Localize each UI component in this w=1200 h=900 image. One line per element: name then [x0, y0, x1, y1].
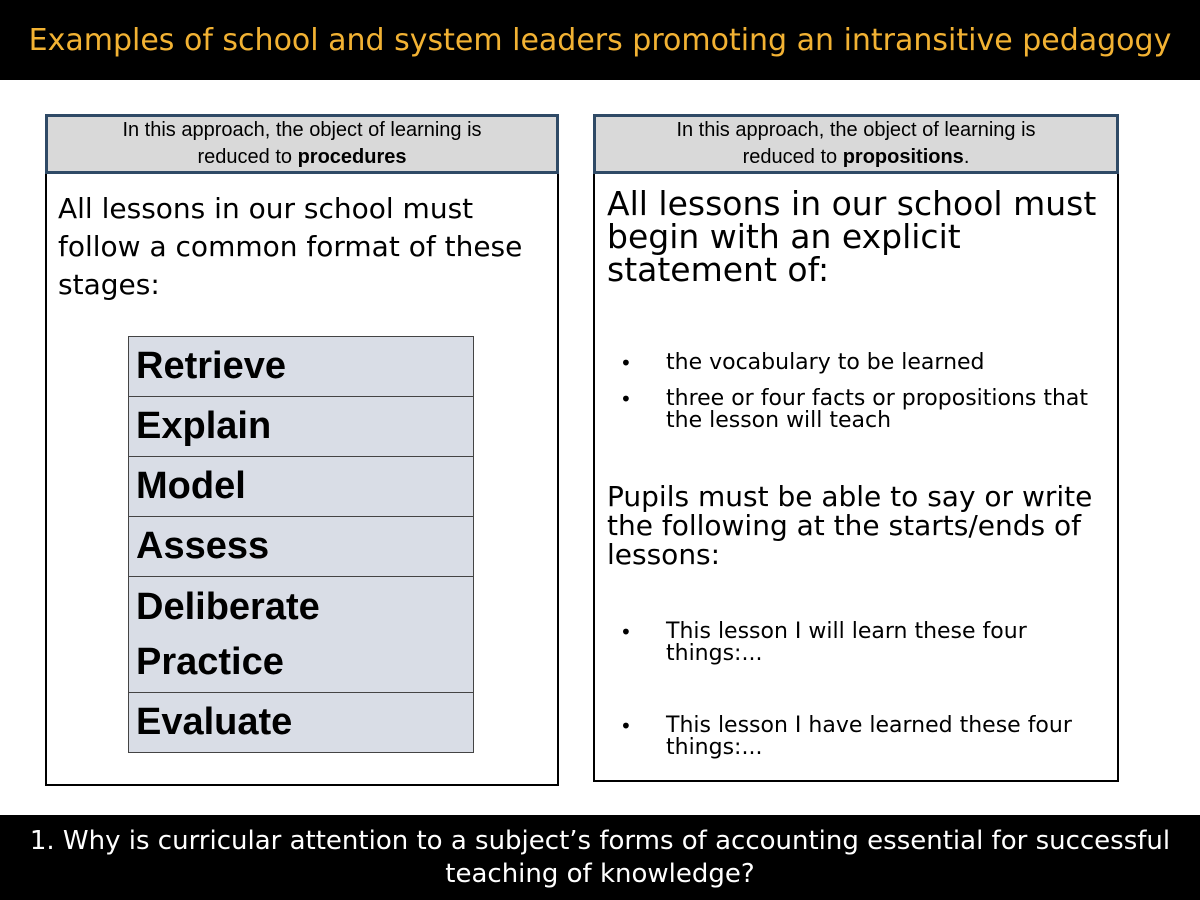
- footer-line1: 1. Why is curricular attention to a subject’s forms of accounting essential for successful: [29, 825, 1171, 856]
- bullet-dot: •: [620, 620, 632, 644]
- right-para2-line2: the following at the starts/ends of: [607, 509, 1081, 542]
- right-para1-line1: All lessons in our school must: [607, 184, 1097, 223]
- bullet-text: [666, 388, 1100, 432]
- stage-label: Practice: [136, 640, 284, 683]
- stage-model: [129, 457, 473, 517]
- slide-title: Examples of school and system leaders promoting an intransitive pedagogy: [28, 22, 1172, 58]
- bullet-line: three or four facts or propositions that: [666, 386, 1089, 411]
- stage-label: Retrieve: [136, 345, 286, 387]
- bullet-line: things:...: [666, 641, 763, 666]
- right-header-prefix: reduced to: [742, 146, 843, 168]
- stage-label: Model: [136, 465, 246, 507]
- bullet-item: [620, 621, 1100, 665]
- left-intro-line2: follow a common format of these: [58, 230, 523, 263]
- bullet-item: [620, 352, 1100, 374]
- right-para1-line2: begin with an explicit: [607, 217, 961, 256]
- stages-table: [128, 336, 474, 753]
- right-header: [593, 114, 1119, 174]
- right-para1: [607, 184, 1107, 289]
- left-header-prefix: reduced to: [197, 146, 298, 168]
- bullet-dot: •: [620, 351, 632, 375]
- left-header-bold: procedures: [297, 146, 407, 168]
- bullet-text: [666, 621, 1100, 665]
- stage-label: Explain: [136, 405, 272, 447]
- right-header-line2: [596, 144, 1116, 171]
- right-header-line1: In this approach, the object of learning is: [676, 119, 1036, 141]
- bullet-dot: •: [620, 387, 632, 411]
- bullet-line: things:...: [666, 735, 763, 760]
- bullet-line: This lesson I have learned these four: [666, 713, 1072, 738]
- footer-line2: teaching of knowledge?: [445, 858, 755, 889]
- bullet-line: This lesson I will learn these four: [666, 619, 1027, 644]
- bullet-item: [620, 388, 1100, 432]
- right-header-bold: propositions: [842, 146, 964, 168]
- bullet-dot: •: [620, 714, 632, 738]
- stage-label: Deliberate: [136, 585, 320, 628]
- right-header-suffix: .: [963, 146, 970, 168]
- stage-assess: [129, 517, 473, 577]
- right-para2-line3: lessons:: [607, 538, 721, 571]
- left-intro-line1: All lessons in our school must: [58, 192, 474, 225]
- bullet-text: [666, 715, 1100, 759]
- left-intro-line3: stages:: [58, 268, 160, 301]
- stage-explain: [129, 397, 473, 457]
- stage-label-group: [136, 580, 320, 690]
- right-para2-line1: Pupils must be able to say or write: [607, 480, 1093, 513]
- stage-retrieve: [129, 337, 473, 397]
- title-bar: [0, 0, 1200, 80]
- stage-evaluate: [129, 693, 473, 753]
- stage-deliberate-practice: [129, 577, 473, 693]
- bullet-line: the vocabulary to be learned: [666, 350, 985, 375]
- left-intro: [58, 190, 553, 304]
- bullet-line: the lesson will teach: [666, 408, 892, 433]
- right-para1-line3: statement of:: [607, 250, 830, 289]
- bullet-text: [666, 352, 1100, 374]
- left-header-line2: [48, 144, 556, 171]
- footer-bar: [0, 815, 1200, 900]
- left-header: [45, 114, 559, 174]
- stage-label: Assess: [136, 525, 270, 567]
- left-header-line1: In this approach, the object of learning is: [122, 119, 482, 141]
- right-para2: [607, 482, 1107, 569]
- stage-label: Evaluate: [136, 701, 293, 743]
- bullet-item: [620, 715, 1100, 759]
